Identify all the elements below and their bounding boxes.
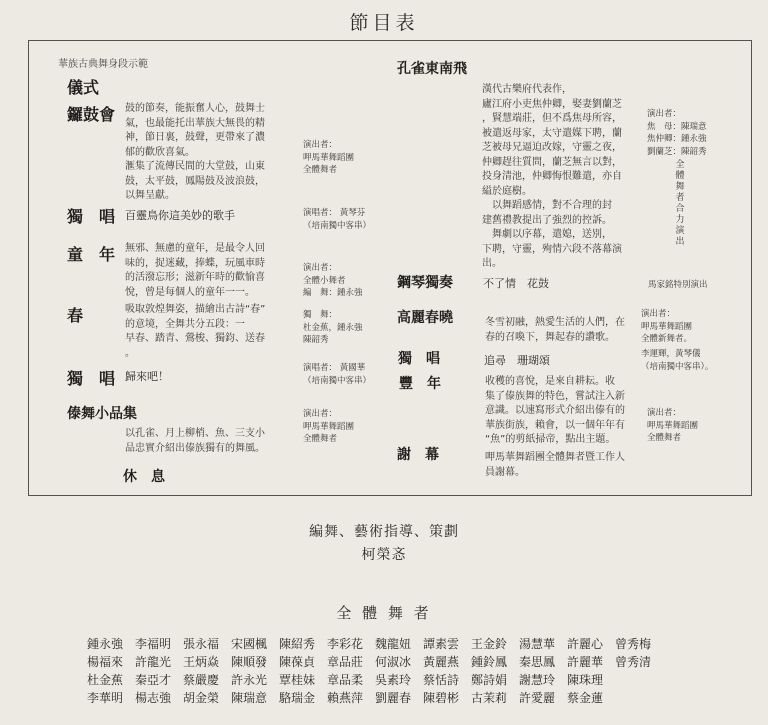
dancer-name: 蔡嚴慶 xyxy=(183,673,220,687)
dancer-name: 許麗華 xyxy=(567,655,604,669)
dancer-name: 賴燕萍 xyxy=(327,691,364,705)
dancer-name: 黃麗燕 xyxy=(423,655,460,669)
item-credit-spring: 獨 舞： 杜金蕉，鍾永強 陳韶秀 xyxy=(303,310,363,345)
item-head-curtain-call: 謝 幕 xyxy=(397,447,439,463)
item-desc-childhood: 無邪、無慮的童年，是最令人回 味的，捉迷藏，捧蝶，玩風車時 的活潑忘形；滋新年時的歡愉喜 悅，曾是每個人的童年一一。 xyxy=(125,243,265,298)
dancer-name: 李華明 xyxy=(87,691,124,705)
item-head-solo-1: 獨 唱 xyxy=(67,207,116,226)
dancer-name: 胡金榮 xyxy=(183,691,220,705)
item-desc-harvest: 收穫的喜悅，是來自耕耘。收 集了傣族舞的特色，嘗試注入新 意識。以速寫形式介紹出傣有的 華族街族，賴會，以一個年年有 “魚”的剪紙掃帝，點出主題。 xyxy=(485,376,625,445)
dancer-name: 陳順發 xyxy=(231,655,268,669)
dancer-list xyxy=(87,637,663,705)
dancer-name: 曾秀梅 xyxy=(615,637,652,651)
program-title: 節目表 xyxy=(349,12,419,34)
dancer-name: 楊福來 xyxy=(87,655,124,669)
dancer-name: 許永光 xyxy=(231,673,268,687)
dancer-name: 李彩花 xyxy=(327,637,364,651)
item-credit-korea: 演出者： 呷馬華舞蹈團 全體新舞者。 xyxy=(641,309,693,344)
dancer-name: 古茉莉 xyxy=(471,691,508,705)
dancer-name: 秦思鳳 xyxy=(519,655,556,669)
dancer-name: 秦亞才 xyxy=(135,673,172,687)
section-subtitle: 華族古典舞身段示範 xyxy=(58,59,148,70)
item-song-solo-2: 歸來吧！ xyxy=(125,370,169,383)
item-head-harvest: 豐 年 xyxy=(399,376,441,392)
item-credit-piano: 馬家銘特別演出 xyxy=(648,280,708,290)
dancer-name: 楊志強 xyxy=(135,691,172,705)
item-credit-solo-3: 李運輝，黃琴儀 （培南獨中客串）。 xyxy=(641,349,714,372)
dancer-name: 鍾鈴鳳 xyxy=(471,655,508,669)
dancer-name: 陳珠理 xyxy=(567,673,604,687)
item-head-peacock: 孔雀東南飛 xyxy=(397,61,467,77)
dancer-name: 陳瑞意 xyxy=(231,691,268,705)
dancer-name: 陳碧彬 xyxy=(423,691,460,705)
dancer-name: 張永福 xyxy=(183,637,220,651)
dancer-name: 陳葆貞 xyxy=(279,655,316,669)
item-desc-gong-drum: 鼓的節奏，能振奮人心，鼓舞士 氣，也最能托出華族大無畏的精 神，節日裏，鼓聲，更帶來了濃 郁的歡欣喜氣。 滙集了流傳民間的大堂鼓，山東 鼓，太平鼓，鳳陽鼓及波浪鼓， 以舞呈獻。 xyxy=(125,103,265,201)
dancer-name: 曾秀清 xyxy=(615,655,652,669)
item-head-childhood: 童 年 xyxy=(67,245,116,264)
dancer-name: 吳素玲 xyxy=(375,673,412,687)
dancer-name: 宋國楓 xyxy=(231,637,268,651)
dancers-title: 全 體 舞 者 xyxy=(336,604,432,622)
item-head-korea: 高麗春曉 xyxy=(397,310,453,326)
item-head-intermission: 休 息 xyxy=(123,469,165,485)
dancer-name: 王金鈴 xyxy=(471,637,508,651)
item-desc-curtain-call: 呷馬華舞蹈團全體舞者暨工作人 員謝幕。 xyxy=(485,452,625,478)
item-credit-peacock: 演出者： 焦 母：陳瑞意 焦仲卿：鍾永強 劉蘭芝：陳韶秀 xyxy=(647,109,707,157)
dancer-name: 劉麗春 xyxy=(375,691,412,705)
dancer-name: 鄭詩娟 xyxy=(471,673,508,687)
item-credit-childhood: 演出者： 全體小舞者 編 舞：鍾永強 xyxy=(303,263,363,298)
item-head-solo-3: 獨 唱 xyxy=(398,351,440,367)
dancer-name: 何淑冰 xyxy=(375,655,412,669)
item-desc-spring: 吸取敦煌舞姿，描繪出古詩“春” 的意境，全舞共分五段：一 早春、踏青、鶯梭、獨鈞、送春 。 xyxy=(125,304,266,359)
item-song-piano: 不了情 花鼓 xyxy=(483,277,549,290)
dancer-name: 駱瑞金 xyxy=(279,691,316,705)
dancer-name: 許愛麗 xyxy=(519,691,556,705)
item-song-solo-3: 追尋 珊瑚頌 xyxy=(484,354,550,367)
dancer-name: 章品柔 xyxy=(327,673,364,687)
dancer-name: 許麗心 xyxy=(567,637,604,651)
dancer-name: 譚素雲 xyxy=(423,637,460,651)
roles-title: 編舞、藝術指導、策劃 xyxy=(309,524,459,540)
dancer-name: 謝慧玲 xyxy=(519,673,556,687)
dancer-name: 蔡恬詩 xyxy=(423,673,460,687)
dancer-name: 鍾永強 xyxy=(87,637,124,651)
dancer-name: 李福明 xyxy=(135,637,172,651)
dancer-name: 蔡金蓮 xyxy=(567,691,604,705)
dancer-name: 許龍光 xyxy=(135,655,172,669)
dancer-name: 章品莊 xyxy=(327,655,364,669)
item-head-ceremony: 儀式 xyxy=(67,78,100,97)
item-head-gong-drum: 鑼鼓會 xyxy=(67,105,116,124)
dancer-name: 魏龍妞 xyxy=(375,637,412,651)
dancer-name: 王炳焱 xyxy=(183,655,220,669)
item-head-spring: 春 xyxy=(67,306,84,325)
item-credit-dai-dance: 演出者： 呷馬華舞蹈團 全體舞者 xyxy=(303,409,355,444)
item-desc-dai-dance: 以孔雀、月上柳梢、魚、三支小 品忠實介紹出傣族獨有的舞風。 xyxy=(125,428,265,454)
dancer-name: 陳紹秀 xyxy=(279,637,316,651)
item-head-dai-dance: 傣舞小品集 xyxy=(67,406,137,422)
item-credit-solo-2: 演唱者： 黃國華 （培南獨中客串） xyxy=(303,363,372,386)
item-head-piano: 鋼琴獨奏 xyxy=(397,275,453,291)
dancer-name: 覃桂妹 xyxy=(279,673,316,687)
dancer-name: 湯慧華 xyxy=(519,637,556,651)
item-song-solo-1: 百靈鳥你這美妙的歌手 xyxy=(125,209,235,222)
dancer-name xyxy=(615,691,663,705)
dancer-name xyxy=(615,673,663,687)
item-desc-peacock: 漢代古樂府代表作， 廬江府小吏焦仲卿，娶妻劉蘭芝 ，賢慧端莊，但不爲焦母所容， 被遣返母家，太守遣媒下聘，蘭 芝被母兄逼迫改嫁，守靈之夜， 仲卿趕往質問，蘭芝無言以對， 投身清池，仲卿悔恨難遣，亦自 縊於庭樹。 以舞蹈感情，對不合理的封 建舊禮教提出了強烈的控訴。 舞劇以序幕，遣媳，送別， 下聘，守靈，殉情六段不落幕演 出。 xyxy=(482,84,622,269)
item-head-solo-2: 獨 唱 xyxy=(67,369,116,388)
item-credit-gong-drum: 演出者： 呷馬華舞蹈團 全體舞者 xyxy=(303,140,355,175)
item-vertical-peacock: 全體舞者合力演出 xyxy=(675,160,685,247)
item-desc-korea: 冬雪初融，熱愛生活的人們，在 春的召喚下，舞起春的讚歌。 xyxy=(485,317,625,343)
dancer-name: 杜金蕉 xyxy=(87,673,124,687)
item-credit-harvest: 演出者： 呷馬華舞蹈團 全體舞者 xyxy=(647,408,699,443)
item-credit-solo-1: 演唱者： 黃琴芬 （培南獨中客串） xyxy=(303,208,372,231)
roles-name: 柯榮忞 xyxy=(361,547,407,563)
